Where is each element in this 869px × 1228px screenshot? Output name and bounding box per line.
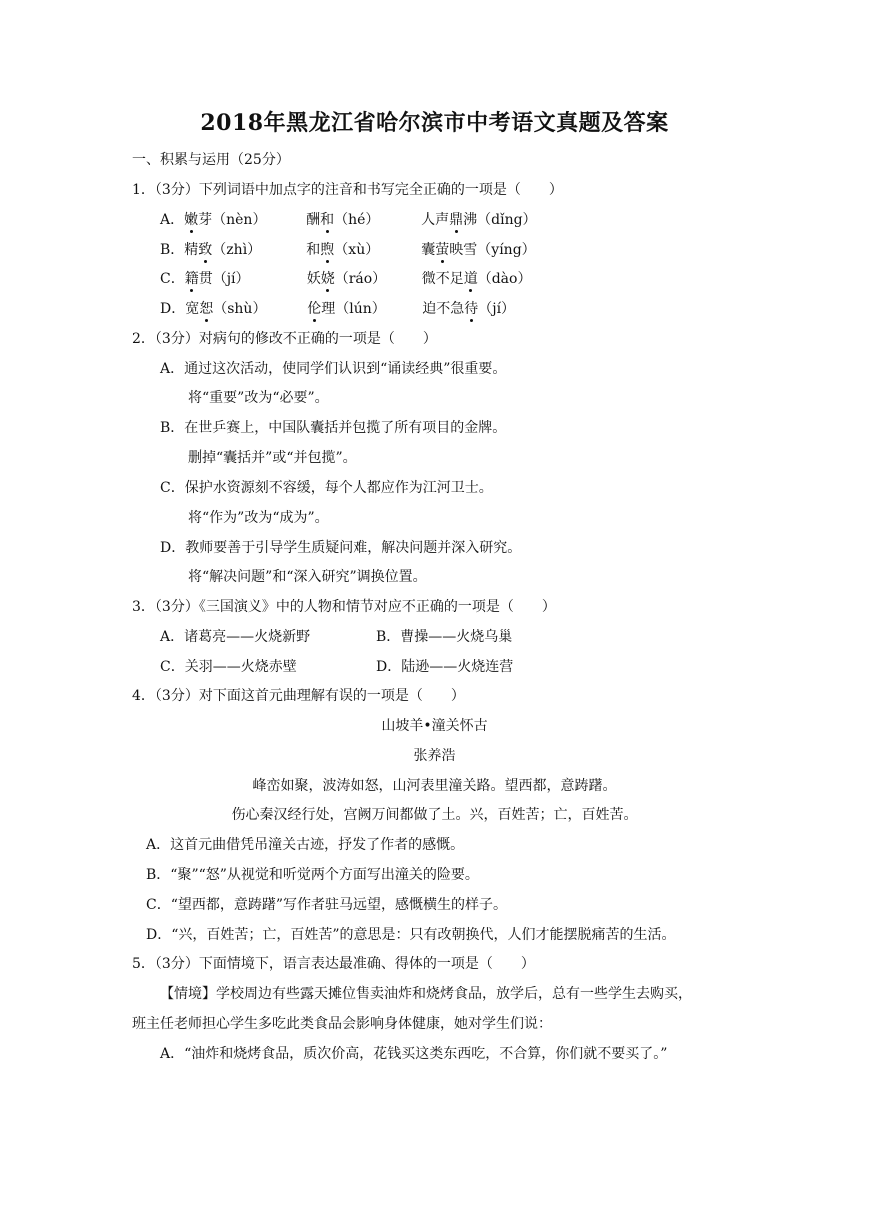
q3-option-b: B．曹操——火烧乌巢 [376, 629, 513, 645]
poem-line-2: 伤心秦汉经行处，宫阙万间都做了土。兴，百姓苦；亡，百姓苦。 [231, 807, 638, 823]
poem-title: 山坡羊•潼关怀古 [381, 718, 488, 734]
q3-option-c: C．关羽——火烧赤壁 [160, 659, 297, 675]
q1-option-a: A．嫩芽（nèn） 酬和（hé） 人声鼎沸（dǐng） [160, 212, 537, 228]
q1-option-d: D．宽恕（shù） 伦理（lún） 迫不急待（jí） [160, 301, 516, 317]
q1-option-b: B．精致（zhì） 和煦（xù） 囊萤映雪（yíng） [160, 242, 536, 258]
q2-option-c-fix: 将“作为”改为“成为”。 [188, 510, 329, 526]
question-2-stem: 2．（3分）对病句的修改不正确的一项是（ ） [132, 331, 437, 347]
q5-context-line-2: 班主任老师担心学生多吃此类食品会影响身体健康，她对学生们说： [132, 1016, 552, 1032]
q2-option-a-fix: 将“重要”改为“必要”。 [188, 390, 329, 406]
question-5-stem: 5．（3分）下面情境下，语言表达最准确、得体的一项是（ ） [132, 956, 535, 972]
q4-option-c: C．“望西都，意踌躇”写作者驻马远望，感慨横生的样子。 [146, 897, 508, 913]
section-heading: 一、积累与运用（25分） [132, 152, 290, 168]
poem-author: 张养浩 [413, 748, 456, 764]
q3-option-a: A．诸葛亮——火烧新野 [160, 629, 311, 645]
q2-option-b-fix: 删掉“囊括并”或“并包揽”。 [188, 450, 357, 466]
q1-option-c: C．籍贯（jí） 妖娆（ráo） 微不足道（dào） [160, 271, 532, 287]
question-4-stem: 4．（3分）对下面这首元曲理解有误的一项是（ ） [132, 688, 465, 704]
poem-line-1: 峰峦如聚，波涛如怒，山河表里潼关路。望西都，意踌躇。 [252, 778, 617, 794]
q4-option-b: B．“聚”“怒”从视觉和听觉两个方面写出潼关的险要。 [146, 867, 479, 883]
q3-option-d: D．陆逊——火烧连营 [376, 659, 514, 675]
document-title: 2018年黑龙江省哈尔滨市中考语文真题及答案 [200, 110, 669, 136]
question-3-stem: 3．（3分）《三国演义》中的人物和情节对应不正确的一项是（ ） [132, 599, 556, 615]
q2-option-d-sentence: D．教师要善于引导学生质疑问难，解决问题并深入研究。 [160, 540, 522, 556]
q2-option-b-sentence: B．在世乒赛上，中国队囊括并包揽了所有项目的金牌。 [160, 420, 507, 436]
q4-option-d: D．“兴，百姓苦；亡，百姓苦”的意思是：只有改朝换代，人们才能摆脱痛苦的生活。 [146, 927, 676, 943]
question-1-stem: 1．（3分）下列词语中加点字的注音和书写完全正确的一项是（ ） [132, 182, 563, 198]
q2-option-c-sentence: C．保护水资源刻不容缓，每个人都应作为江河卫士。 [160, 480, 493, 496]
q2-option-a-sentence: A．通过这次活动，使同学们认识到“诵读经典”很重要。 [160, 361, 507, 377]
q4-option-a: A．这首元曲借凭吊潼关古迹，抒发了作者的感慨。 [146, 837, 465, 853]
q5-option-a: A．“油炸和烧烤食品，质次价高，花钱买这类东西吃，不合算，你们就不要买了。” [160, 1046, 668, 1062]
q5-context-line-1: 【情境】学校周边有些露天摊位售卖油炸和烧烤食品，放学后，总有一些学生去购买， [160, 986, 692, 1002]
q2-option-d-fix: 将“解决问题”和“深入研究”调换位置。 [188, 569, 427, 585]
